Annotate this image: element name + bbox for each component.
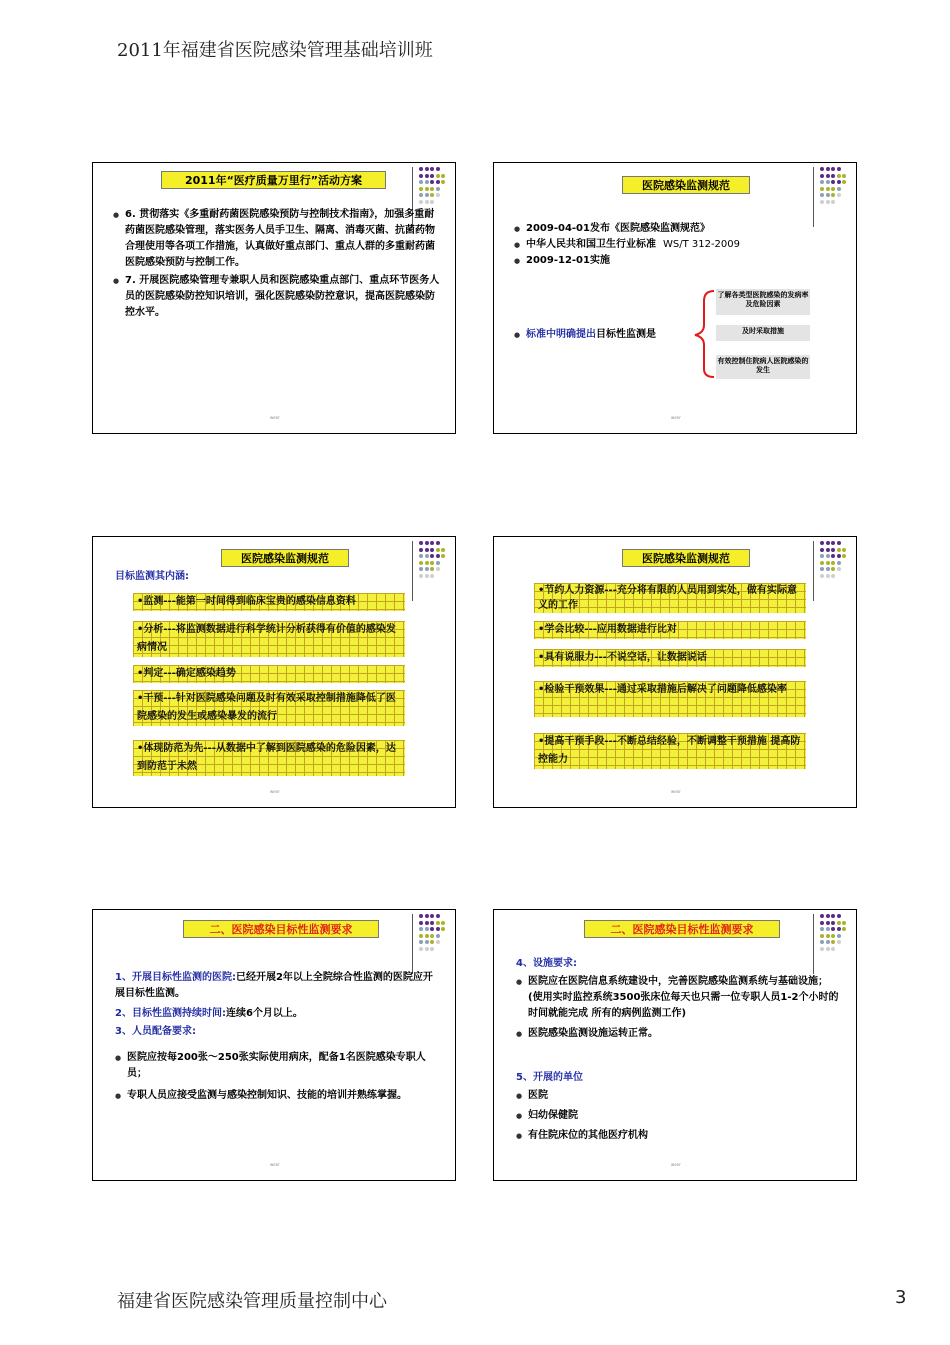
decor-dot <box>820 548 824 552</box>
requirement-3: 3、人员配备要求: <box>115 1026 196 1037</box>
decor-dot <box>430 947 434 951</box>
decor-dot <box>837 554 841 558</box>
decor-dot <box>820 574 824 578</box>
decor-dot <box>842 174 846 178</box>
slide-title: 医院感染监测规范 <box>221 549 349 567</box>
decor-dot <box>430 193 434 197</box>
decor-dots <box>419 541 455 580</box>
decor-dots <box>820 541 856 580</box>
decor-dot <box>441 174 445 178</box>
decor-dot <box>826 180 830 184</box>
decor-dot <box>419 561 423 565</box>
grid-row: •干预---针对医院感染问题及时有效采取控制措施降低了医院感染的发生或感染暴发的流行 <box>133 690 405 726</box>
decor-dot <box>425 541 429 545</box>
decor-dot <box>837 561 841 565</box>
decor-dot <box>436 541 440 545</box>
brace-icon <box>692 289 718 379</box>
decor-dot <box>419 574 423 578</box>
decor-dot <box>831 167 835 171</box>
goal-box: 及时采取措施 <box>716 325 810 341</box>
decor-dot <box>826 934 830 938</box>
decor-dot <box>826 187 830 191</box>
decor-dot <box>430 548 434 552</box>
decor-dot <box>820 947 824 951</box>
decor-dot <box>436 914 440 918</box>
decor-dot <box>425 200 429 204</box>
decor-dot <box>831 940 835 944</box>
slide-3 <box>92 536 456 808</box>
decor-dot <box>826 927 830 931</box>
decor-dot <box>820 167 824 171</box>
decor-dot <box>430 167 434 171</box>
decor-dot <box>425 574 429 578</box>
decor-dot <box>419 934 423 938</box>
decor-dot <box>425 193 429 197</box>
page-footer: 福建省医院感染管理质量控制中心 <box>117 1291 387 1312</box>
decor-dot <box>831 921 835 925</box>
slide-title: 二、医院感染目标性监测要求 <box>183 920 379 938</box>
decor-dot <box>820 187 824 191</box>
decor-dot <box>826 921 830 925</box>
grid-row: •节约人力资源---充分将有限的人员用到实处，做有实际意义的工作 <box>534 583 806 613</box>
decor-dot <box>436 927 440 931</box>
list-item: ● 医院 <box>516 1088 840 1104</box>
decor-dot <box>820 921 824 925</box>
decor-dot <box>419 914 423 918</box>
decor-dot <box>826 200 830 204</box>
decor-dot <box>826 947 830 951</box>
decor-dot <box>842 548 846 552</box>
decor-dot <box>430 554 434 558</box>
decor-dot <box>826 167 830 171</box>
decor-dot <box>425 174 429 178</box>
decor-dot <box>820 554 824 558</box>
decor-dot <box>820 567 824 571</box>
decor-dot <box>419 548 423 552</box>
decor-dot <box>430 914 434 918</box>
decor-dot <box>820 193 824 197</box>
decor-dot <box>831 193 835 197</box>
decor-dot <box>842 554 846 558</box>
decor-dot <box>430 940 434 944</box>
slide-6 <box>493 909 857 1181</box>
decor-dot <box>441 927 445 931</box>
decor-dot <box>430 561 434 565</box>
decor-dot <box>436 561 440 565</box>
decor-dot <box>436 567 440 571</box>
grid-row: •监测---能第一时间得到临床宝贵的感染信息资料 <box>133 593 405 611</box>
decor-dot <box>430 180 434 184</box>
decor-dot <box>419 193 423 197</box>
decor-dot <box>436 174 440 178</box>
decor-dot <box>820 174 824 178</box>
decor-dot <box>436 193 440 197</box>
decor-dot <box>425 934 429 938</box>
decor-dot <box>425 947 429 951</box>
decor-dot <box>419 187 423 191</box>
decor-dot <box>419 180 423 184</box>
decor-dot <box>837 914 841 918</box>
decor-dot <box>430 200 434 204</box>
decor-dot <box>831 187 835 191</box>
subtitle: 目标监测其内涵: <box>115 571 189 582</box>
decor-dot <box>826 914 830 918</box>
list-item: ● 有住院床位的其他医疗机构 <box>516 1128 840 1144</box>
requirement-2: 2、目标性监测持续时间:连续6个月以上。 <box>115 1008 303 1019</box>
slide-footnote: wenr <box>671 415 681 420</box>
decor-dot <box>430 574 434 578</box>
decor-dot <box>419 541 423 545</box>
decor-dot <box>430 174 434 178</box>
decor-dot <box>441 554 445 558</box>
decor-dot <box>425 940 429 944</box>
decor-dots <box>419 167 455 206</box>
page-header: 2011年福建省医院感染管理基础培训班 <box>117 40 433 61</box>
decor-dot <box>436 921 440 925</box>
grid-row: •体现防范为先---从数据中了解到医院感染的危险因素，达到防范于未然 <box>133 740 405 776</box>
decor-dot <box>837 174 841 178</box>
decor-dot <box>425 921 429 925</box>
decor-dot <box>837 927 841 931</box>
list-item: ● 专职人员应接受监测与感染控制知识、技能的培训并熟练掌握。 <box>115 1088 439 1104</box>
slide-footnote: wenr <box>671 1162 681 1167</box>
slide-title: 医院感染监测规范 <box>622 176 750 194</box>
decor-dot <box>425 927 429 931</box>
goal-box: 了解各类型医院感染的发病率及危险因素 <box>716 289 810 315</box>
decor-dot <box>837 167 841 171</box>
decor-dot <box>842 927 846 931</box>
requirement-5: 5、开展的单位 <box>516 1072 583 1083</box>
slide-4 <box>493 536 857 808</box>
slide-footnote: wenr <box>270 1162 280 1167</box>
grid-row: •检验干预效果---通过采取措施后解决了问题降低感染率 <box>534 681 806 717</box>
list-item: ● 标准中明确提出目标性监测是 <box>514 327 694 343</box>
decor-dot <box>842 180 846 184</box>
decor-dot <box>826 940 830 944</box>
list-item: ● 6. 贯彻落实《多重耐药菌医院感染预防与控制技术指南》，加强多重耐药菌医院感染管理，落实医务人员手卫生、隔离、消毒灭菌、抗菌药物合理使用等各项工作措施，认真做好重点部门、重点人群的多重耐药菌医院感染预防与控制工作。 <box>113 207 443 271</box>
decor-dot <box>831 541 835 545</box>
decor-dot <box>441 921 445 925</box>
decor-dot <box>826 561 830 565</box>
decor-dot <box>419 567 423 571</box>
decor-dot <box>837 193 841 197</box>
decor-dot <box>826 567 830 571</box>
decor-dot <box>436 940 440 944</box>
decor-dot <box>826 193 830 197</box>
decor-dots <box>820 167 856 206</box>
slide-footnote: wenr <box>671 789 681 794</box>
decor-dot <box>425 914 429 918</box>
slide-title: 2011年“医疗质量万里行”活动方案 <box>161 171 386 189</box>
decor-dot <box>430 567 434 571</box>
decor-dot <box>425 187 429 191</box>
requirement-1: 1、开展目标性监测的医院:已经开展2年以上全院综合性监测的医院应开展目标性监测。 <box>115 972 433 999</box>
goal-box: 有效控制住院病人医院感染的发生 <box>716 355 810 379</box>
decor-dot <box>831 567 835 571</box>
decor-dots <box>419 914 455 953</box>
decor-dot <box>831 914 835 918</box>
requirement-4: 4、设施要求: <box>516 958 577 969</box>
decor-dot <box>419 940 423 944</box>
decor-dot <box>826 574 830 578</box>
decor-dot <box>425 561 429 565</box>
page-number: 3 <box>895 1287 907 1308</box>
decor-dot <box>419 921 423 925</box>
grid-row: •学会比较---应用数据进行比对 <box>534 621 806 639</box>
slide-title: 二、医院感染目标性监测要求 <box>584 920 780 938</box>
decor-dot <box>425 167 429 171</box>
list-item: ● 2009-12-01实施 <box>514 253 804 269</box>
decor-dot <box>425 180 429 184</box>
decor-dot <box>837 187 841 191</box>
decor-dot <box>430 927 434 931</box>
decor-dot <box>831 574 835 578</box>
slide-footnote: wenr <box>270 789 280 794</box>
decor-dot <box>831 200 835 204</box>
decor-dot <box>831 548 835 552</box>
decor-dot <box>436 548 440 552</box>
grid-row: •判定---确定感染趋势 <box>133 665 405 683</box>
list-item: ● 医院感染监测设施运转正常。 <box>516 1026 840 1042</box>
list-item: ● 中华人民共和国卫生行业标准 WS/T 312-2009 <box>514 237 804 253</box>
list-item: ● 妇幼保健院 <box>516 1108 840 1124</box>
slide-2 <box>493 162 857 434</box>
decor-dot <box>430 921 434 925</box>
decor-dot <box>820 180 824 184</box>
decor-dot <box>831 934 835 938</box>
decor-dot <box>436 187 440 191</box>
decor-dot <box>837 567 841 571</box>
decor-dot <box>820 541 824 545</box>
decor-dot <box>820 927 824 931</box>
decor-dot <box>831 174 835 178</box>
decor-dot <box>441 548 445 552</box>
grid-row: •提高干预手段---不断总结经验，不断调整干预措施 提高防控能力 <box>534 733 806 769</box>
decor-dot <box>820 940 824 944</box>
decor-dot <box>419 200 423 204</box>
decor-dot <box>419 554 423 558</box>
decor-dot <box>831 947 835 951</box>
decor-dot <box>837 548 841 552</box>
decor-dot <box>436 167 440 171</box>
decor-dot <box>425 548 429 552</box>
decor-dot <box>831 180 835 184</box>
decor-dot <box>837 921 841 925</box>
decor-dot <box>430 187 434 191</box>
decor-dot <box>441 180 445 184</box>
slide-5 <box>92 909 456 1181</box>
decor-dot <box>430 934 434 938</box>
list-item: ● 2009-04-01发布《医院感染监测规范》 <box>514 221 804 237</box>
grid-row: •分析---将监测数据进行科学统计分析获得有价值的感染发病情况 <box>133 621 405 657</box>
decor-dot <box>826 174 830 178</box>
decor-dot <box>436 180 440 184</box>
decor-dot <box>842 921 846 925</box>
decor-dots <box>820 914 856 953</box>
grid-row: •具有说服力---不说空话，让数据说话 <box>534 649 806 667</box>
decor-dot <box>425 567 429 571</box>
decor-dot <box>820 914 824 918</box>
decor-dot <box>831 927 835 931</box>
decor-dot <box>826 548 830 552</box>
decor-dot <box>837 934 841 938</box>
slide-title: 医院感染监测规范 <box>622 549 750 567</box>
decor-dot <box>430 541 434 545</box>
decor-dot <box>436 554 440 558</box>
decor-dot <box>837 940 841 944</box>
decor-dot <box>826 541 830 545</box>
slide-1 <box>92 162 456 434</box>
decor-dot <box>419 947 423 951</box>
slide-footnote: wenr <box>270 415 280 420</box>
decor-dot <box>831 561 835 565</box>
decor-dot <box>419 174 423 178</box>
decor-dot <box>820 561 824 565</box>
decor-dot <box>419 167 423 171</box>
list-item: ● 医院应按每200张～250张实际使用病床，配备1名医院感染专职人员； <box>115 1050 439 1082</box>
decor-dot <box>831 554 835 558</box>
decor-dot <box>419 927 423 931</box>
list-item: ● 医院应在医院信息系统建设中，完善医院感染监测系统与基础设施；(使用实时监控系统3500张床位每天也只需一位专职人员1-2个小时的时间就能完成 所有的病例监测工作) <box>516 974 840 1022</box>
list-item: ● 7. 开展医院感染管理专兼职人员和医院感染重点部门、重点环节医务人员的医院感染防控知识培训，强化医院感染防控意识，提高医院感染防控水平。 <box>113 273 443 321</box>
decor-dot <box>820 934 824 938</box>
decor-dot <box>436 934 440 938</box>
decor-dot <box>826 554 830 558</box>
decor-dot <box>425 554 429 558</box>
decor-dot <box>820 200 824 204</box>
decor-dot <box>837 180 841 184</box>
decor-dot <box>837 541 841 545</box>
